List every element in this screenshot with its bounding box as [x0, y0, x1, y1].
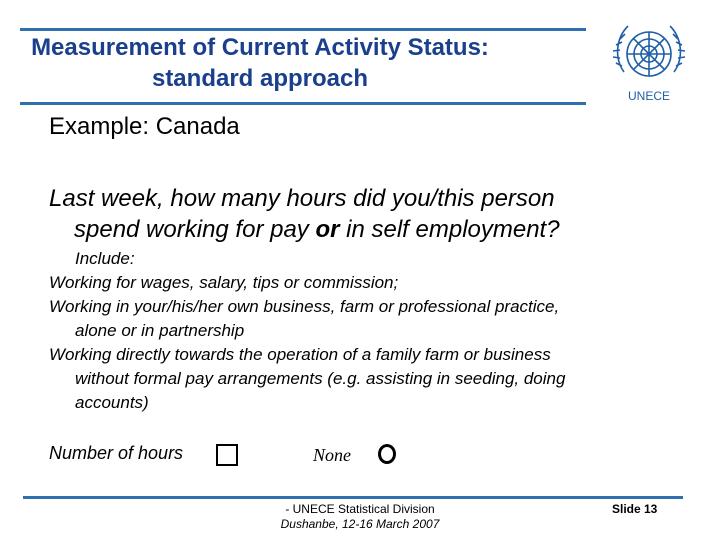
logo-text: UNECE — [627, 89, 671, 103]
include-item: Working for wages, salary, tips or commission; — [49, 273, 399, 292]
footer-organization: - UNECE Statistical Division — [285, 502, 435, 516]
include-item-continuation: alone or in partnership — [75, 321, 245, 340]
hours-checkbox[interactable] — [216, 444, 238, 466]
un-emblem-icon — [606, 14, 692, 106]
footer-event: Dushanbe, 12-16 March 2007 — [280, 517, 440, 531]
include-heading: Include: — [75, 249, 135, 268]
slide-title — [20, 32, 500, 94]
question-line2 — [49, 214, 560, 245]
slide-title-line2: standard approach — [151, 65, 369, 92]
include-item-continuation: accounts) — [75, 393, 149, 412]
slide-subtitle: Example: Canada — [49, 113, 240, 140]
question-emphasis: or — [315, 216, 340, 243]
footer-rule — [23, 496, 683, 499]
include-item-continuation: without formal pay arrangements (e.g. assisting in seeding, doing — [75, 369, 566, 388]
include-list — [49, 247, 689, 415]
none-label: None — [313, 445, 351, 465]
hours-label: Number of hours — [49, 443, 184, 463]
title-bottom-rule — [20, 102, 586, 105]
survey-question — [49, 183, 689, 245]
question-line1: Last week, how many hours did you/this person — [49, 185, 555, 212]
include-item: Working in your/his/her own business, farm or professional practice, — [49, 297, 560, 316]
unece-logo — [606, 14, 692, 106]
title-top-rule — [20, 28, 586, 31]
none-radio-button[interactable] — [378, 444, 396, 464]
question-part3: in self employment? — [339, 216, 560, 243]
slide-title-line1: Measurement of Current Activity Status: — [31, 34, 489, 61]
include-item: Working directly towards the operation of a family farm or business — [49, 345, 551, 364]
slide-number: Slide 13 — [612, 502, 658, 516]
question-part2: spend working for pay — [74, 216, 316, 243]
